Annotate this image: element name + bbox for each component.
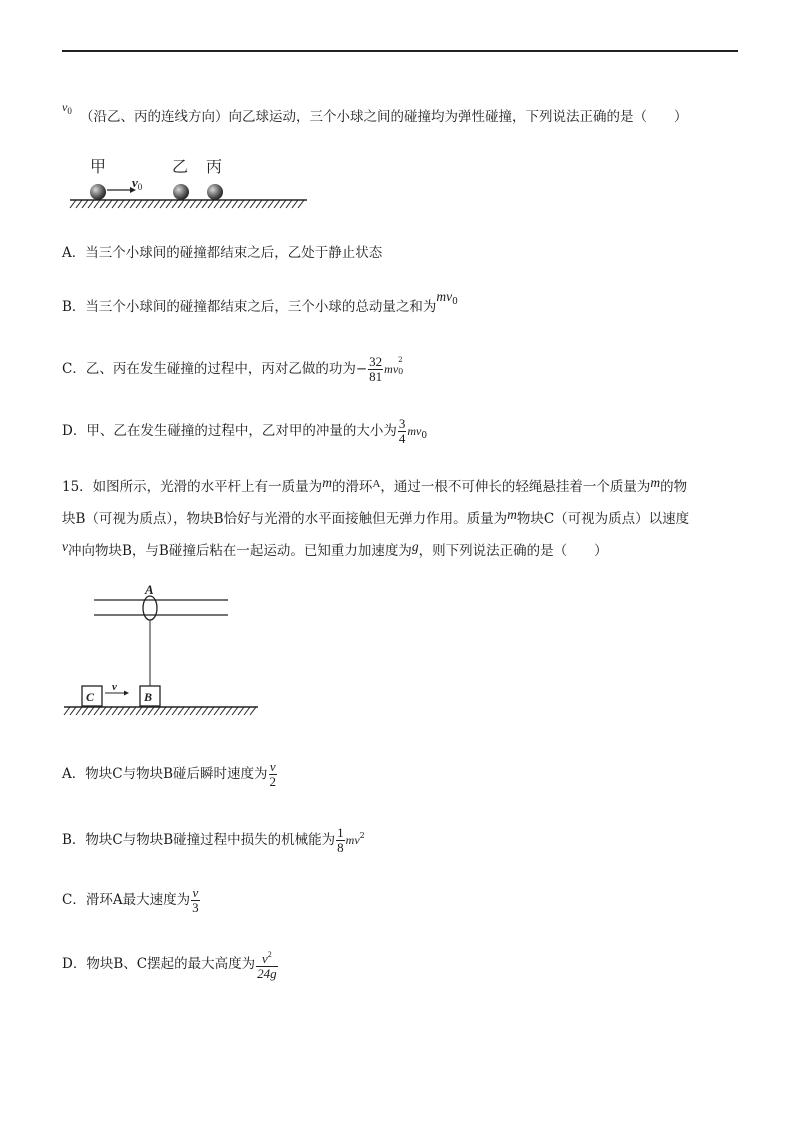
hatch-mark <box>190 200 196 208</box>
q15-stem-line1: 15．如图所示，光滑的水平杆上有一质量为m的滑环$^A$，通过一根不可伸长的轻绳悬挂着一个质量为m的物 <box>62 475 688 495</box>
q14-figure <box>62 152 312 212</box>
hatch-mark <box>154 707 160 715</box>
frac-v2-24g: $\frac{v^2}{24g}$ <box>257 950 277 981</box>
hatch-mark <box>70 200 76 208</box>
v0-symbol: $v_0$ <box>62 100 72 116</box>
q14-option-c: C．乙、丙在发生碰撞的过程中，丙对乙做的功为− $\frac{32}{81}$ mv 2 0 <box>62 354 404 384</box>
hatch-mark <box>100 200 106 208</box>
hatch-mark <box>136 707 142 715</box>
hatch-mark <box>154 200 160 208</box>
arrow-label-v2: v <box>112 681 117 693</box>
hatch-mark <box>256 200 262 208</box>
hatch-mark <box>70 707 76 715</box>
hatch-mark <box>166 200 172 208</box>
frac-32-81: $\frac{32}{81}$ <box>369 354 383 384</box>
hatch-mark <box>148 707 154 715</box>
label-yi: 乙 <box>172 157 189 176</box>
hatch-mark <box>112 200 118 208</box>
hatch-mark <box>214 200 220 208</box>
q15-stem-line2: 块B（可视为质点），物块B恰好与光滑的水平面接触但无弹力作用。质量为m物块C（可视为质点）以速度 <box>62 507 690 527</box>
arrow-label-v: $v_0$ <box>132 175 143 192</box>
header-rule <box>62 50 738 52</box>
hatch-mark <box>76 200 82 208</box>
label-jia: 甲 <box>90 157 107 176</box>
ground-hatch-2 <box>64 707 256 715</box>
q14-option-a: A．当三个小球间的碰撞都结束之后，乙处于静止状态 <box>62 245 383 261</box>
hatch-mark <box>244 200 250 208</box>
hatch-mark <box>184 200 190 208</box>
hatch-mark <box>160 200 166 208</box>
hatch-mark <box>94 200 100 208</box>
hatch-mark <box>232 707 238 715</box>
frac-v-3: $\frac{v}{3}$ <box>192 885 199 915</box>
hatch-mark <box>106 200 112 208</box>
hatch-mark <box>112 707 118 715</box>
hatch-mark <box>232 200 238 208</box>
ball-bing <box>207 184 223 200</box>
q15-option-d: D．物块B、C摆起的最大高度为 $\frac{v^2}{24g}$ <box>62 950 277 981</box>
hatch-mark <box>250 707 256 715</box>
frac-v-2: $\frac{v}{2}$ <box>269 759 276 789</box>
q15-option-a: A．物块C与物块B碰后瞬时速度为 $\frac{v}{2}$ <box>62 759 276 789</box>
hatch-mark <box>226 200 232 208</box>
hatch-mark <box>220 200 226 208</box>
hatch-mark <box>238 707 244 715</box>
hatch-mark <box>148 200 154 208</box>
hatch-mark <box>226 707 232 715</box>
hatch-mark <box>292 200 298 208</box>
hatch-mark <box>100 707 106 715</box>
hatch-mark <box>196 200 202 208</box>
hatch-mark <box>274 200 280 208</box>
hatch-mark <box>142 707 148 715</box>
hatch-mark <box>298 200 304 208</box>
hatch-mark <box>214 707 220 715</box>
frac-1-8: $\frac{1}{8}$ <box>337 825 344 855</box>
hatch-mark <box>130 200 136 208</box>
hatch-mark <box>202 200 208 208</box>
hatch-mark <box>184 707 190 715</box>
hatch-mark <box>262 200 268 208</box>
hatch-mark <box>172 200 178 208</box>
hatch-mark <box>280 200 286 208</box>
hatch-mark <box>124 200 130 208</box>
hatch-mark <box>202 707 208 715</box>
hatch-mark <box>118 707 124 715</box>
hatch-mark <box>286 200 292 208</box>
q15-stem-line3: v冲向物块B，与B碰撞后粘在一起运动。已知重力加速度为g，则下列说法正确的是（ ） <box>62 539 608 559</box>
block-b-label: B <box>144 690 153 704</box>
q14-stem: （沿乙、丙的连线方向）向乙球运动，三个小球之间的碰撞均为弹性碰撞，下列说法正确的是（ ） <box>80 109 688 125</box>
hatch-mark <box>220 707 226 715</box>
q15-option-c: C．滑环A最大速度为 $\frac{v}{3}$ <box>62 885 199 915</box>
ball-yi <box>173 184 189 200</box>
hatch-mark <box>64 707 70 715</box>
label-bing: 丙 <box>206 157 223 176</box>
block-c-label: C <box>86 690 95 704</box>
hatch-mark <box>238 200 244 208</box>
hatch-mark <box>244 707 250 715</box>
hatch-mark <box>178 707 184 715</box>
hatch-mark <box>106 707 112 715</box>
hatch-mark <box>250 200 256 208</box>
hatch-mark <box>196 707 202 715</box>
hatch-mark <box>82 707 88 715</box>
hatch-mark <box>172 707 178 715</box>
hatch-mark <box>124 707 130 715</box>
ball-jia <box>90 184 106 200</box>
hatch-mark <box>88 200 94 208</box>
ground-hatch <box>70 200 304 208</box>
hatch-mark <box>88 707 94 715</box>
hatch-mark <box>76 707 82 715</box>
q14-option-b: B．当三个小球间的碰撞都结束之后，三个小球的总动量之和为$mv^0$ <box>62 289 458 315</box>
hatch-mark <box>178 200 184 208</box>
hatch-mark <box>118 200 124 208</box>
hatch-mark <box>160 707 166 715</box>
frac-3-4: $\frac{3}{4}$ <box>398 416 406 446</box>
hatch-mark <box>130 707 136 715</box>
hatch-mark <box>190 707 196 715</box>
hatch-mark <box>208 707 214 715</box>
hatch-mark <box>268 200 274 208</box>
hatch-mark <box>142 200 148 208</box>
hatch-mark <box>166 707 172 715</box>
hatch-mark <box>94 707 100 715</box>
q14-option-d: D．甲、乙在发生碰撞的过程中，乙对甲的冲量的大小为 $\frac{3}{4}$ $mv_0$ <box>62 416 428 446</box>
hatch-mark <box>208 200 214 208</box>
ring-label: A <box>145 582 154 597</box>
hatch-mark <box>82 200 88 208</box>
q15-figure <box>62 580 262 720</box>
hatch-mark <box>136 200 142 208</box>
q15-option-b: B．物块C与物块B碰撞过程中损失的机械能为 $\frac{1}{8}$ $mv^2$ <box>62 825 365 855</box>
